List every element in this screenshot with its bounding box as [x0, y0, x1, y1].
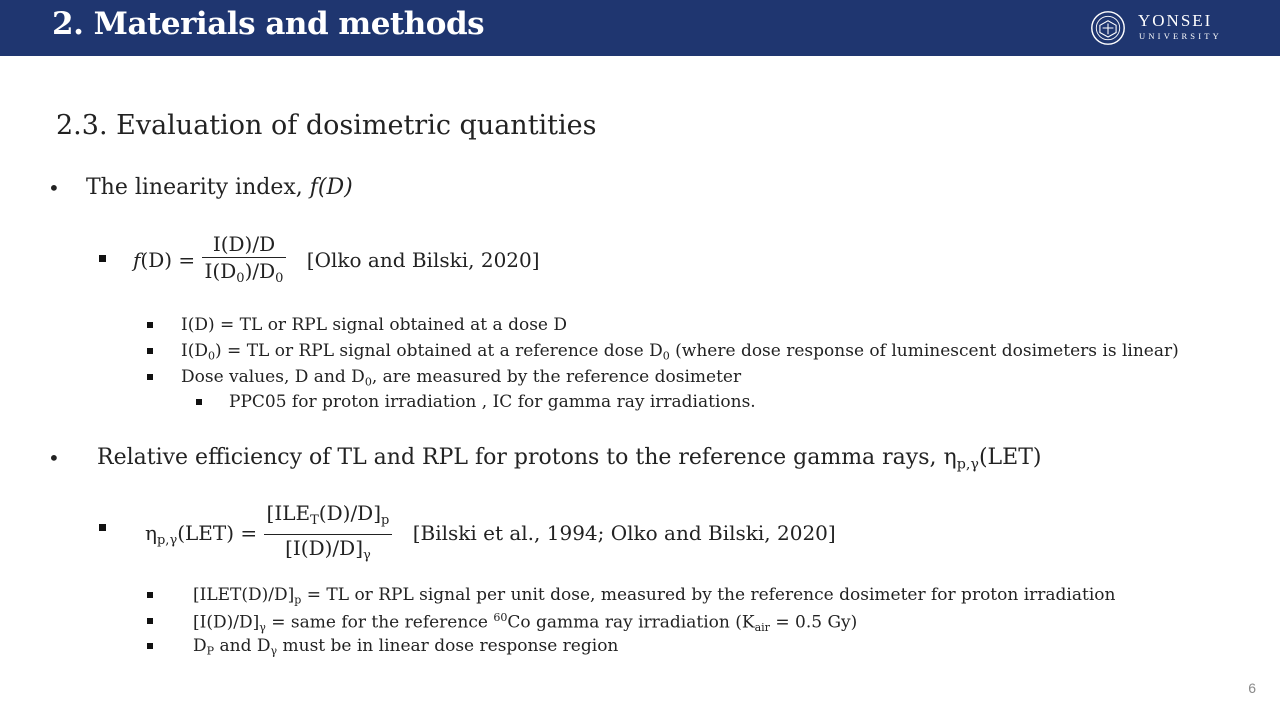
linearity-citation: [Olko and Bilski, 2020]: [306, 247, 540, 272]
fraction-numerator: I(D)/D: [202, 231, 287, 258]
logo-subtitle: UNIVERSITY: [1139, 31, 1222, 41]
bullet-square: [147, 643, 153, 649]
linearity-fraction: [202, 231, 287, 292]
bullet-square: [147, 618, 153, 624]
efficiency-def-3: $D_P$ and $D_\gamma$ must be in linear dose response region: [193, 636, 619, 658]
formula-lhs: (D) =: [140, 247, 196, 272]
bullet-square: [147, 322, 153, 328]
bullet-square: [99, 524, 106, 531]
linearity-heading-text: The linearity index,: [86, 175, 310, 200]
fraction-denominator: $I(D_0)/D_0$: [204, 259, 284, 286]
fraction-denominator: $[I(D)/D]_\gamma$: [285, 535, 371, 563]
efficiency-heading: Relative efficiency of TL and RPL for protons to the reference gamma rays, $\eta_{p,\gamma}(LET)$: [97, 445, 1042, 473]
bullet-square: [196, 399, 202, 405]
linearity-def-1: I(D) = TL or RPL signal obtained at a dose D: [181, 315, 568, 335]
bullet-square: [99, 255, 106, 262]
efficiency-formula: $\eta_{p,\gamma}(LET)$ = $\frac{[ILE_T(D)/D]_p}{[I(D)/D]_\gamma}$ [Bilski et al., 1994; Olko and Bilski, 2020]: [145, 500, 836, 569]
formula-f: f: [133, 247, 141, 272]
logo-wordmark: YONSEI: [1138, 11, 1213, 30]
bullet-square: [147, 592, 153, 598]
section-title: 2.3. Evaluation of dosimetric quantities: [56, 110, 597, 141]
efficiency-def-2: $[I(D)/D]_\gamma$ = same for the reference $^{60}$Co gamma ray irradiation ($K_{air} = 0.5$ Gy): [193, 611, 858, 634]
linearity-heading: [86, 175, 353, 200]
efficiency-citation: [Bilski et al., 1994; Olko and Bilski, 2020]: [412, 520, 836, 545]
slide-title: 2. Materials and methods: [52, 6, 485, 42]
efficiency-fraction: [264, 500, 393, 569]
bullet-square: [147, 374, 153, 380]
linearity-formula: [133, 231, 540, 292]
efficiency-def-1: $[ILET(D)/D]_p$ = TL or RPL signal per unit dose, measured by the reference dosimeter for proton irradiation: [193, 585, 1116, 607]
university-seal-icon: [1086, 10, 1130, 46]
bullet-dot: •: [48, 176, 60, 200]
bullet-dot: •: [48, 446, 60, 470]
bullet-square: [147, 348, 153, 354]
linearity-def-2: $I(D_0)$ = TL or RPL signal obtained at a reference dose $D_0$ (where dose response of luminescent dosimeters is linear): [181, 341, 1179, 363]
header-bar: [0, 0, 1280, 56]
page-number: 6: [1248, 680, 1256, 696]
linearity-def-3: Dose values, D and $D_0$, are measured by the reference dosimeter: [181, 367, 742, 389]
linearity-heading-symbol: f(D): [309, 175, 353, 200]
linearity-subdef: PPC05 for proton irradiation , IC for gamma ray irradiations.: [229, 392, 756, 412]
fraction-numerator: $[ILE_T(D)/D]_p$: [264, 500, 393, 535]
